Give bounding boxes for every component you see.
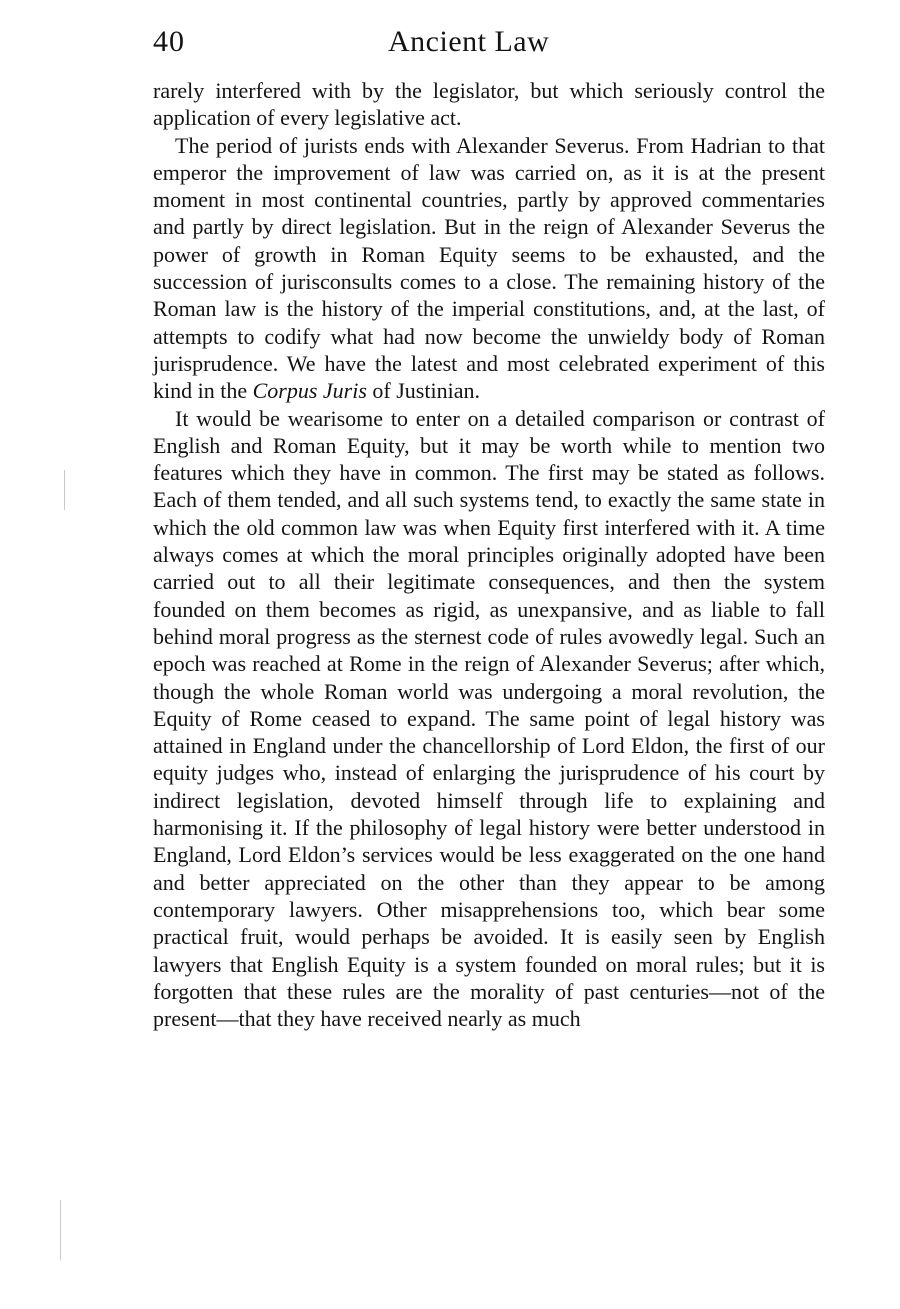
italic-work-title: Corpus Juris bbox=[252, 378, 367, 404]
scan-speck bbox=[60, 1200, 61, 1260]
running-title: Ancient Law bbox=[388, 25, 550, 58]
paragraph-continued bbox=[153, 77, 825, 132]
paragraph-text: rarely interfered with by the legislator, but which seriously control the application of every legislative act. bbox=[153, 78, 825, 131]
page-number: 40 bbox=[153, 25, 185, 58]
paragraph-text: The period of jurists ends with Alexander Severus. From Hadrian to that emperor the improvement of law was carried on, as it is at the present moment in most continental countries, partly by approved commentaries and partly by direct legislation. But in the reign of Alexander Severus the power of growth in Roman Equity seems to be exhausted, and the succession of jurisconsults comes to a close. The remaining history of the Roman law is the history of the imperial constitutions, and, at the last, of attempts to codify what had now become the unwieldy body of Roman jurisprudence. We have the latest and most celebrated experiment of this kind in the bbox=[153, 132, 825, 404]
running-head bbox=[153, 22, 825, 62]
paragraph-text-end: of Justinian. bbox=[372, 378, 480, 404]
scan-speck bbox=[64, 470, 65, 510]
paragraph-period-of-jurists bbox=[153, 132, 825, 405]
paragraph-english-roman-equity bbox=[153, 405, 825, 1033]
book-page bbox=[153, 22, 825, 1032]
body-text bbox=[153, 77, 825, 1032]
paragraph-text: It would be wearisome to enter on a detailed comparison or contrast of English and Roman Equity, but it may be worth while to mention two features which they have in common. The first may be stated as follows. Each of them tended, and all such systems tend, to exactly the same state in which the old common law was when Equity first interfered with it. A time always comes at which the moral principles originally adopted have been carried out to all their legitimate consequences, and then the system founded on them becomes as rigid, as unexpansive, and as liable to fall behind moral progress as the sternest code of rules avowedly legal. Such an epoch was reached at Rome in the reign of Alexander Severus; after which, though the whole Roman world was undergoing a moral revolution, the Equity of Rome ceased to expand. The same point of legal history was attained in England under the chancellorship of Lord Eldon, the first of our equity judges who, instead of enlarging the jurisprudence of his court by indirect legislation, devoted himself through life to explaining and harmonising it. If the philosophy of legal history were better understood in England, Lord Eldon’s services would be less exaggerated on the one hand and better appreciated on the other than they appear to be among contemporary lawyers. Other misapprehensions too, which bear some practical fruit, would perhaps be avoided. It is easily seen by English lawyers that English Equity is a system founded on moral rules; but it is forgotten that these rules are the morality of past centuries—not of the present—that they have received nearly as much bbox=[153, 405, 825, 1032]
